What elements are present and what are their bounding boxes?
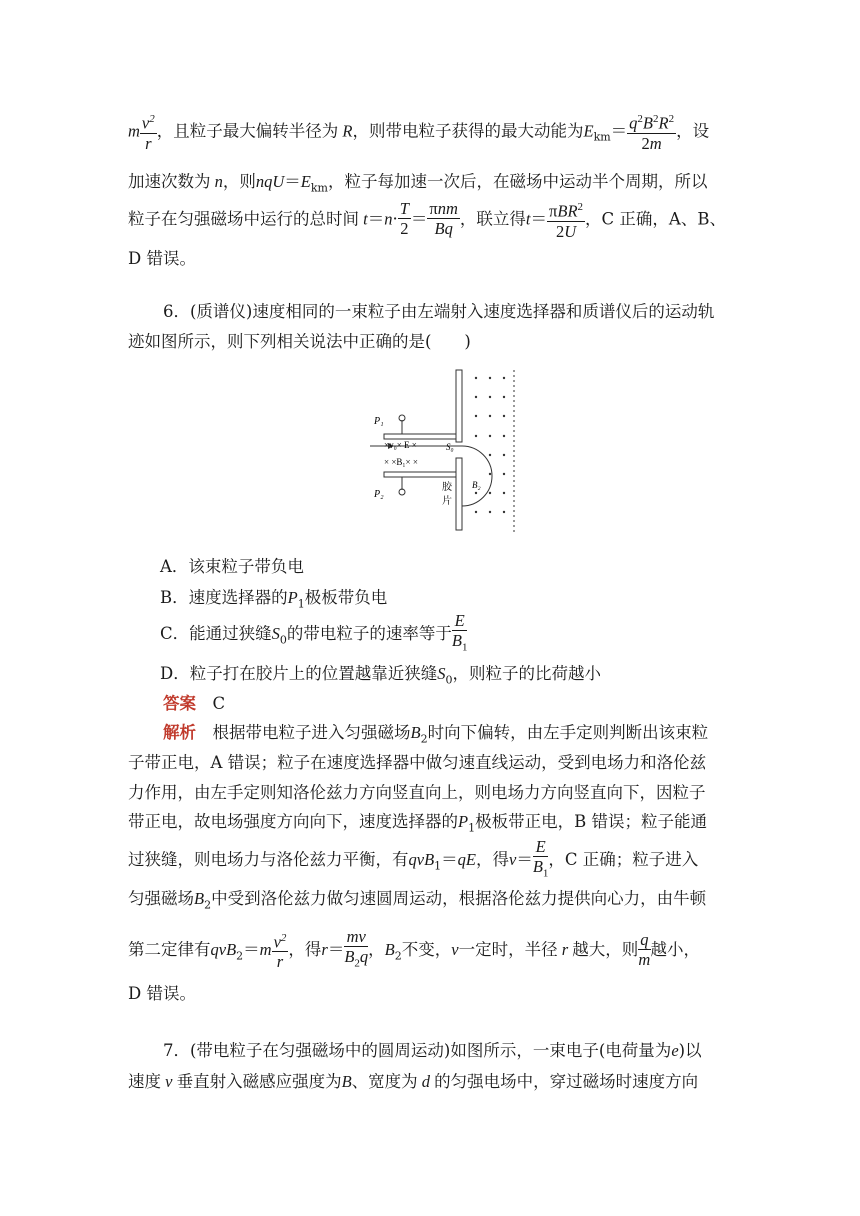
label-e-field: ×v₀× E ×: [384, 440, 417, 450]
label-film-2: 片: [442, 496, 452, 507]
p5-line-3: 粒子在匀强磁场中运行的总时间 t＝n· $\frac{T}{2}$ ＝ πnm Bq ，联立得t＝ πBR$^2$ 2U ，C 正确，A、B、: [128, 199, 726, 241]
label-b2: B₂: [472, 480, 481, 490]
analysis-line-2: 子带正电，A 错误；粒子在速度选择器中做匀速直线运动，受到电场力和洛伦兹: [128, 753, 707, 772]
label-film-1: 胶: [442, 482, 452, 493]
p5-line-4: D 错误。: [128, 249, 196, 268]
label-b1-field: × ×B₁× ×: [384, 457, 418, 467]
analysis-line-6: 匀强磁场$B_2$中受到洛伦兹力做匀速圆周运动，根据洛伦兹力提供向心力，由牛顿: [128, 889, 707, 912]
q6-stem-2: 迹如图所示，则下列相关说法中正确的是( ): [128, 332, 471, 351]
q7-stem-1: 7．(带电粒子在匀强磁场中的圆周运动)如图所示，一束电子(电荷量为e)以: [163, 1041, 702, 1060]
option-b: B．速度选择器的$P_1$极板带负电: [160, 588, 388, 611]
option-c: C．能通过狭缝$S_0$的带电粒子的速率等于 $\frac{E}{B_1}$: [160, 611, 468, 654]
mass-spectrometer-figure: [370, 366, 520, 536]
q6-stem-1: 6．(质谱仪)速度相同的一束粒子由左端射入速度选择器和质谱仪后的运动轨: [163, 302, 715, 321]
p5-line-1: m $\frac{v^2}{r}$ ，且粒子最大偏转半径为 R，则带电粒子获得的最大动能为$E_{km}=$ $\frac{q^2B^2R^2}{2m}$ ，设: [128, 110, 709, 154]
option-a: A．该束粒子带负电: [160, 557, 304, 576]
q7-stem-2: 速度 v 垂直射入磁感应强度为B、宽度为 d 的匀强电场中，穿过磁场时速度方向: [128, 1072, 699, 1091]
analysis-line-1: 解析 根据带电粒子进入匀强磁场$B_2$时向下偏转，由左手定则判断出该束粒: [163, 723, 709, 746]
analysis-line-4: 带正电，故电场强度方向向下，速度选择器的$P_1$极板带正电，B 错误；粒子能通: [128, 812, 707, 835]
analysis-line-7: 第二定律有qvB$_2$＝m $\frac{v^2}{r}$ ，得r＝ $\frac{mv}{B_2q}$ ，$B_2$不变，v一定时，半径 r 越大，则 $\frac{q}{m}$ 越小，: [128, 927, 701, 972]
analysis-line-3: 力作用，由左手定则知洛伦兹力方向竖直向上，则电场力方向竖直向下，因粒子: [128, 783, 706, 802]
analysis-line-8: D 错误。: [128, 984, 196, 1003]
label-s0: S₀: [446, 442, 454, 452]
option-d: D．粒子打在胶片上的位置越靠近狭缝$S_0$，则粒子的比荷越小: [160, 664, 601, 687]
label-p1: P₁: [374, 416, 384, 427]
label-p2: P₂: [374, 489, 384, 500]
answer: 答案 C: [163, 694, 226, 713]
analysis-line-5: 过狭缝，则电场力与洛伦兹力平衡，有qvB$_1$＝qE，得v＝ $\frac{E}{B_1}$ ，C 正确；粒子进入: [128, 837, 699, 880]
p5-line-2: 加速次数为 n，则$nqU=E_{km}$，粒子每加速一次后，在磁场中运动半个周期，所以: [128, 172, 708, 195]
